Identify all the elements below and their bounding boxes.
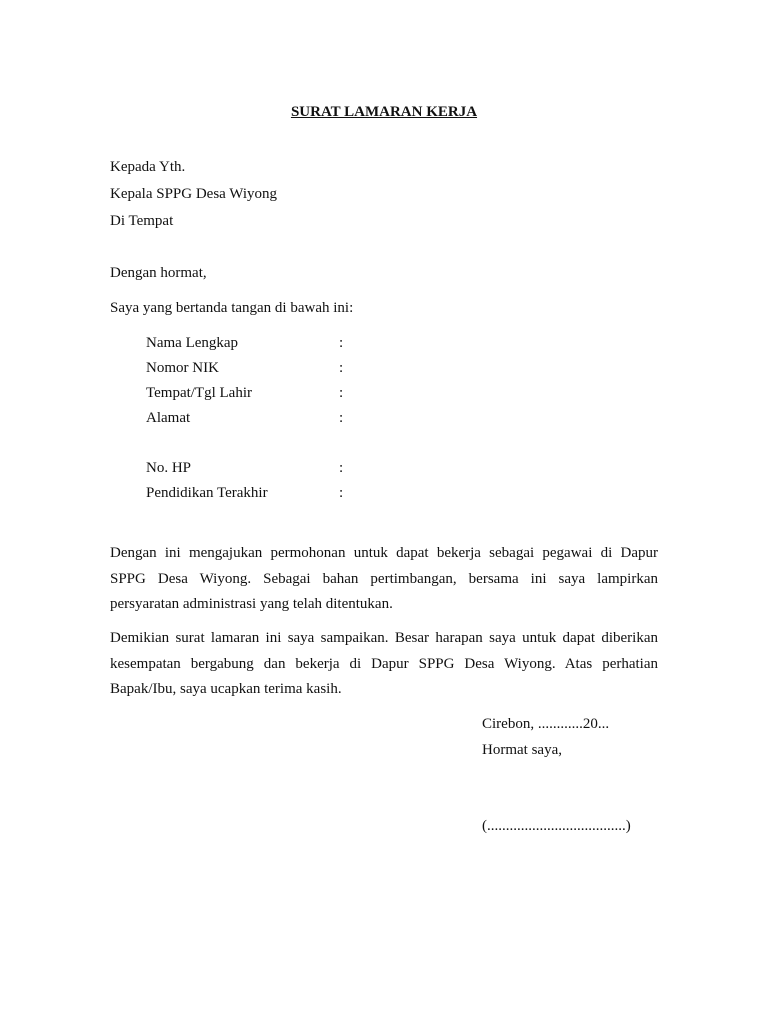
paragraph-closing xyxy=(110,626,658,703)
field-label-nik: Nomor NIK xyxy=(146,360,219,376)
paragraph-line: persyaratan administrasi yang telah ditentukan. xyxy=(110,596,393,612)
field-colon-nik: : xyxy=(339,360,344,376)
paragraph-application xyxy=(110,541,658,618)
recipient-line-3: Di Tempat xyxy=(110,213,174,229)
paragraph-line: Demikian surat lamaran ini saya sampaikan. Besar harapan saya untuk dapat diberikan xyxy=(110,630,658,646)
field-label-hp: No. HP xyxy=(146,460,192,476)
intro-text: Saya yang bertanda tangan di bawah ini: xyxy=(110,300,354,316)
field-label-nama: Nama Lengkap xyxy=(146,335,239,351)
field-label-alamat: Alamat xyxy=(146,410,191,426)
recipient-line-1: Kepada Yth. xyxy=(110,159,186,175)
paragraph-line: SPPG Desa Wiyong. Sebagai bahan pertimbangan, bersama ini saya lampirkan xyxy=(110,570,658,587)
field-colon-alamat: : xyxy=(339,410,344,426)
greeting: Dengan hormat, xyxy=(110,265,207,281)
paragraph-line: Bapak/Ibu, saya ucapkan terima kasih. xyxy=(110,681,342,697)
field-colon-pendidikan: : xyxy=(339,485,344,501)
signature-place-date: Cirebon, ............20... xyxy=(482,716,610,732)
recipient-line-2: Kepala SPPG Desa Wiyong xyxy=(110,186,278,202)
field-label-ttl: Tempat/Tgl Lahir xyxy=(146,385,252,401)
field-colon-nama: : xyxy=(339,335,344,351)
field-label-pendidikan: Pendidikan Terakhir xyxy=(146,485,268,501)
paragraph-line: kesempatan bergabung dan bekerja di Dapur SPPG Desa Wiyong. Atas perhatian xyxy=(110,655,658,672)
signature-name-placeholder: (.....................................) xyxy=(482,818,631,834)
field-colon-hp: : xyxy=(339,460,344,476)
field-colon-ttl: : xyxy=(339,385,344,401)
signature-closing: Hormat saya, xyxy=(482,742,562,758)
paragraph-line: Dengan ini mengajukan permohonan untuk dapat bekerja sebagai pegawai di Dapur xyxy=(110,545,658,561)
letter-title: SURAT LAMARAN KERJA xyxy=(290,104,478,120)
